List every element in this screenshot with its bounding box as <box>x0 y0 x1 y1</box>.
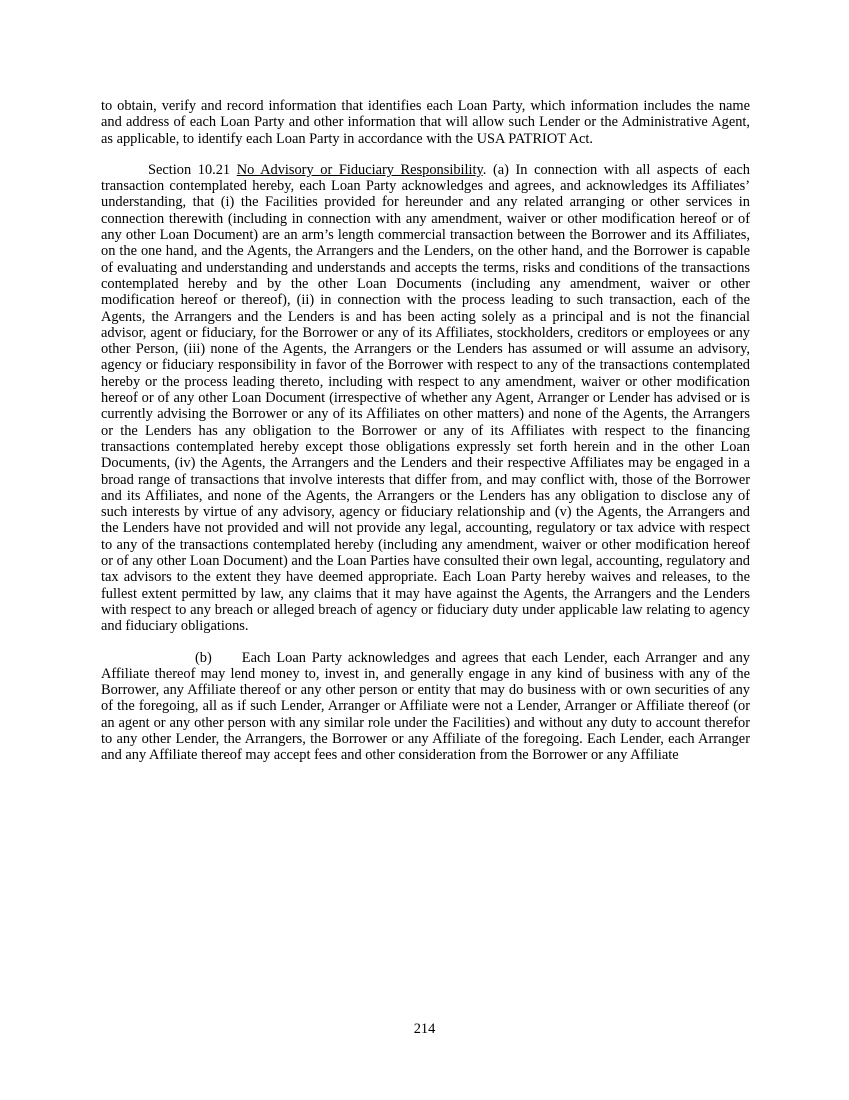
section-heading: No Advisory or Fiduciary Responsibility <box>236 161 483 178</box>
paragraph-text: Each Loan Party acknowledges and agrees that each Lender, each Arranger and any Affiliate thereof may lend money to, invest in, and generally engage in any kind of business with any of the Borrower, any Affiliate thereof or any other person or entity that may do business with or own securities of any of the foregoing, all as if such Lender, Arranger or Affiliate were not a Lender, Arranger or Affiliate thereof (or an agent or any other person with any similar role under the Facilities) and without any duty to account therefor to any other Lender, the Arrangers, the Borrower or any Affiliate of the foregoing. Each Lender, each Arranger and any Affiliate thereof may accept fees and other consideration from the Borrower or any Affiliate <box>101 649 750 764</box>
paragraph-text: . (a) In connection with all aspects of each transaction contemplated hereby, each Loan Party acknowledges and agrees, and acknowledges its Affiliates’ understanding, that (i) the Facilities provided for hereunder and any related arranging or other services in connection therewith (including in connection with any amendment, waiver or other modification hereof or of any other Loan Document) are an arm’s length commercial transaction between the Borrower and its Affiliates, on the one hand, and the Agents, the Arrangers and the Lenders, on the other hand, and the Borrower is capable of evaluating and understanding and understands and accepts the terms, risks and conditions of the transactions contemplated hereby and by the other Loan Documents (including any amendment, waiver or other modification hereof or thereof), (ii) in connection with the process leading to such transaction, each of the Agents, the Arrangers and the Lenders is and has been acting solely as a principal and is not the financial advisor, agent or fiduciary, for the Borrower or any of its Affiliates, stockholders, creditors or employees or any other Person, (iii) none of the Agents, the Arrangers or the Lenders has assumed or will assume an advisory, agency or fiduciary responsibility in favor of the Borrower with respect to any of the transactions contemplated hereby or the process leading thereto, including with respect to any amendment, waiver or other modification hereof or of any other Loan Document (irrespective of whether any Agent, Arranger or Lender has advised or is currently advising the Borrower or any of its Affiliates on other matters) and none of the Agents, the Arrangers or the Lenders has any obligation to the Borrower or any of its Affiliates with respect to the financing transactions contemplated hereby except those obligations expressly set forth herein and in the other Loan Documents, (iv) the Agents, the Arrangers and the Lenders and their respective Affiliates may be engaged in a broad range of transactions that involve interests that differ from, and may conflict with, those of the Borrower and its Affiliates, and none of the Agents, the Arrangers or the Lenders has any obligation to disclose any of such interests by virtue of any advisory, agency or fiduciary relationship and (v) the Agents, the Arrangers and the Lenders have not provided and will not provide any legal, accounting, regulatory or tax advice with respect to any of the transactions contemplated hereby (including any amendment, waiver or other modification hereof or of any other Loan Document) and the Loan Parties have consulted their own legal, accounting, regulatory and tax advisors to the extent they have deemed appropriate. Each Loan Party hereby waives and releases, to the fullest extent permitted by law, any claims that it may have against the Agents, the Arrangers and the Lenders with respect to any breach or alleged breach of agency or fiduciary duty under applicable law relating to agency and fiduciary obligations. <box>101 161 750 635</box>
paragraph-text: to obtain, verify and record information that identifies each Loan Party, which information includes the name and address of each Loan Party and other information that will allow such Lender or the Administrative Agent, as applicable, to identify each Loan Party in accordance with the USA PATRIOT Act. <box>101 98 750 147</box>
page-number: 214 <box>413 1021 436 1037</box>
subsection-b-paragraph <box>101 650 750 764</box>
section-10-21-paragraph <box>101 162 750 635</box>
document-page <box>101 98 750 764</box>
section-label: Section 10.21 <box>148 161 231 178</box>
subsection-label: (b) <box>195 649 212 666</box>
paragraph-continuation <box>101 98 750 147</box>
